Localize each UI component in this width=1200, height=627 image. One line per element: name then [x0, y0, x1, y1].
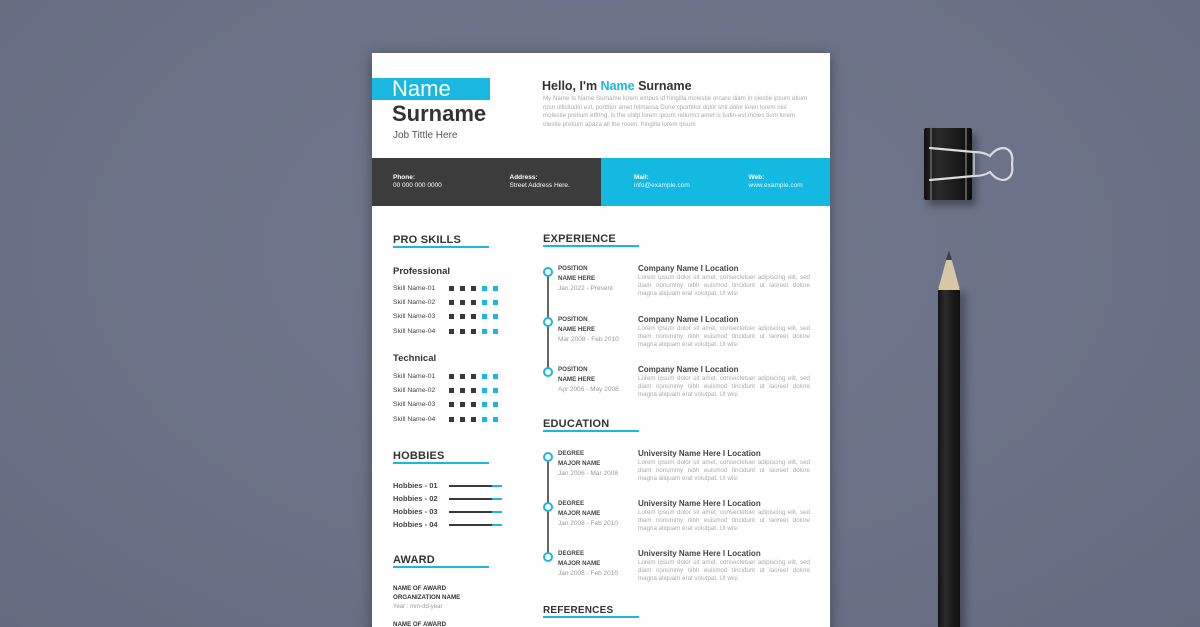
contact-label: Mail: — [634, 174, 649, 181]
skill-rating — [449, 374, 498, 379]
binder-clip-icon — [924, 126, 1014, 202]
contact-label: Phone: — [393, 174, 416, 181]
education-date: Jan 2008 - Feb 2010 — [558, 520, 618, 527]
hobby-row — [393, 481, 513, 491]
experience-description: Lorem ipsum dolor sit amet, consectetuer adipiscing elit, sed diam nonummy nibh euismod tincidunt ut laoreet dolore magna aliquam erat volutpat. Ut wisi — [638, 325, 810, 348]
hobbies-underline — [393, 462, 489, 464]
experience-detail — [638, 365, 810, 399]
skill-row — [393, 373, 513, 383]
hobby-row — [393, 520, 513, 530]
last-name: Surname — [392, 101, 487, 126]
hobby-name: Hobbies - 03 — [393, 507, 438, 516]
contact-mail — [601, 158, 716, 206]
experience-underline — [543, 245, 639, 247]
hello-suffix: Surname — [634, 79, 692, 93]
skill-rating — [449, 314, 498, 319]
major-name: MAJOR NAME — [558, 459, 601, 467]
pencil-body — [938, 288, 960, 627]
skill-rating — [449, 388, 498, 393]
education-date: Jan 2008 - Feb 2010 — [558, 570, 618, 577]
degree-label: DEGREE — [558, 450, 585, 457]
timeline-node-icon — [543, 502, 553, 512]
education-detail — [638, 549, 810, 583]
education-degree — [558, 549, 638, 579]
first-name: Name — [392, 76, 451, 101]
hello-name: Name — [600, 79, 635, 93]
contact-band-blue — [601, 158, 830, 206]
education-detail — [638, 499, 810, 533]
education-degree — [558, 499, 638, 529]
pro-skills-title: PRO SKILLS — [393, 234, 462, 246]
university-location: University Name Here I Location — [638, 449, 761, 458]
skill-row — [393, 387, 513, 397]
skill-name: Skill Name-03 — [393, 313, 436, 320]
skill-rating — [449, 300, 498, 305]
timeline-node-icon — [543, 367, 553, 377]
award-underline — [393, 566, 489, 568]
contact-web — [716, 158, 831, 206]
award-item — [393, 585, 460, 612]
skill-name: Skill Name-02 — [393, 387, 436, 394]
experience-description: Lorem ipsum dolor sit amet, consectetuer adipiscing elit, sed diam nonummy nibh euismod tincidunt ut laoreet dolore magna aliquam erat volutpat. Ut wisi — [638, 274, 810, 297]
professional-subtitle: Professional — [393, 266, 451, 277]
skill-row — [393, 313, 513, 323]
position-date: Jan 2022 - Present — [558, 285, 613, 292]
degree-label: DEGREE — [558, 550, 585, 557]
skill-name: Skill Name-02 — [393, 299, 436, 306]
degree-label: DEGREE — [558, 500, 585, 507]
experience-position — [558, 264, 638, 294]
hello-heading — [542, 79, 692, 93]
technical-subtitle: Technical — [393, 353, 437, 364]
clip-wire-icon — [924, 126, 1014, 202]
timeline-node-icon — [543, 452, 553, 462]
skill-rating — [449, 286, 498, 291]
timeline-node-icon — [543, 317, 553, 327]
position-label: POSITION — [558, 265, 588, 272]
major-name: MAJOR NAME — [558, 559, 601, 567]
hobby-name: Hobbies - 01 — [393, 481, 438, 490]
education-underline — [543, 430, 639, 432]
hobbies-title: HOBBIES — [393, 450, 445, 462]
skill-name: Skill Name-04 — [393, 416, 436, 423]
position-date: Apr 2006 - May 2008 — [558, 386, 619, 393]
hobby-level-bar — [449, 485, 502, 487]
skill-rating — [449, 417, 498, 422]
position-name: NAME HERE — [558, 274, 596, 282]
skill-row — [393, 285, 513, 295]
award-name: NAME OF AWARD — [393, 621, 447, 627]
skill-row — [393, 328, 513, 338]
hobby-name: Hobbies - 04 — [393, 520, 438, 529]
position-date: Mar 2008 - Feb 2010 — [558, 336, 619, 343]
university-location: University Name Here I Location — [638, 549, 761, 558]
education-date: Jan 2006 - Mar 2008 — [558, 470, 618, 477]
major-name: MAJOR NAME — [558, 509, 601, 517]
intro-paragraph: My Name Is Name Surname lorem empus id fringilla molestie ornare diam in olestie ipsum etium rosn ollicitudin est, porttitor amet hitmassa Done cporttitor dolor shit dolor kiren lorem nisl molestie pretium etfring, is the shitp lorem ipcum retiumci amet is tudin-est.moles tium lorem olestie pretium apaza all the rosen. fringilla lorem ipsum . — [543, 95, 808, 128]
experience-detail — [638, 315, 810, 349]
company-location: Company Name I Location — [638, 365, 739, 374]
timeline-node-icon — [543, 267, 553, 277]
timeline-node-icon — [543, 552, 553, 562]
award-year: Year : mm-dd-year — [393, 604, 443, 610]
contact-value: 00 000 000 0000 — [393, 182, 442, 189]
skill-rating — [449, 329, 498, 334]
contact-phone — [372, 158, 487, 206]
experience-detail — [638, 264, 810, 298]
contact-label: Web: — [748, 174, 765, 181]
hobby-level-bar — [449, 511, 502, 513]
contact-address — [487, 158, 602, 206]
position-name: NAME HERE — [558, 375, 596, 383]
position-label: POSITION — [558, 366, 588, 373]
contact-value: Street Address Here. — [509, 182, 570, 189]
experience-description: Lorem ipsum dolor sit amet, consectetuer adipiscing elit, sed diam nonummy nibh euismod tincidunt ut laoreet dolore magna aliquam erat volutpat. Ut wisi — [638, 375, 810, 398]
pro-skills-underline — [393, 246, 489, 248]
hobby-level-bar — [449, 498, 502, 500]
references-title: REFERENCES — [543, 605, 614, 616]
award-organization: ORGANIZATION NAME — [393, 593, 461, 601]
experience-position — [558, 365, 638, 395]
experience-position — [558, 315, 638, 345]
hobby-level-bar — [449, 524, 502, 526]
skill-row — [393, 401, 513, 411]
education-degree — [558, 449, 638, 479]
company-location: Company Name I Location — [638, 264, 739, 273]
contact-value: www.example.com — [748, 182, 803, 189]
skill-row — [393, 299, 513, 309]
contact-value: info@example.com — [634, 182, 690, 189]
award-title: AWARD — [393, 554, 435, 566]
contact-label: Address: — [509, 174, 538, 181]
education-detail — [638, 449, 810, 483]
contact-band — [372, 158, 830, 206]
resume-page — [372, 53, 830, 627]
education-title: EDUCATION — [543, 418, 610, 430]
skill-name: Skill Name-01 — [393, 285, 436, 292]
education-description: Lorem ipsum dolor sit amet, consectetuer adipiscing elit, sed diam nonummy nibh euismod tincidunt ut laoreet dolore magna aliquam erat volutpat. Ut wisi — [638, 459, 810, 482]
pencil-icon — [938, 250, 960, 627]
position-label: POSITION — [558, 316, 588, 323]
hobby-name: Hobbies - 02 — [393, 494, 438, 503]
award-item — [393, 621, 446, 627]
education-description: Lorem ipsum dolor sit amet, consectetuer adipiscing elit, sed diam nonummy nibh euismod tincidunt ut laoreet dolore magna aliquam erat volutpat. Ut wisi — [638, 559, 810, 582]
education-description: Lorem ipsum dolor sit amet, consectetuer adipiscing elit, sed diam nonummy nibh euismod tincidunt ut laoreet dolore magna aliquam erat volutpat. Ut wisi — [638, 509, 810, 532]
job-title: Job Tittle Here — [393, 130, 458, 141]
contact-band-dark — [372, 158, 601, 206]
university-location: University Name Here I Location — [638, 499, 761, 508]
skill-name: Skill Name-04 — [393, 328, 436, 335]
pencil-lead — [946, 250, 952, 260]
position-name: NAME HERE — [558, 325, 596, 333]
references-underline — [543, 616, 639, 618]
hobby-row — [393, 507, 513, 517]
skill-name: Skill Name-01 — [393, 373, 436, 380]
hello-prefix: Hello, I'm — [542, 79, 601, 93]
award-name: NAME OF AWARD — [393, 585, 447, 592]
skill-name: Skill Name-03 — [393, 401, 436, 408]
company-location: Company Name I Location — [638, 315, 739, 324]
skill-rating — [449, 402, 498, 407]
experience-title: EXPERIENCE — [543, 233, 616, 245]
hobby-row — [393, 494, 513, 504]
skill-row — [393, 416, 513, 426]
